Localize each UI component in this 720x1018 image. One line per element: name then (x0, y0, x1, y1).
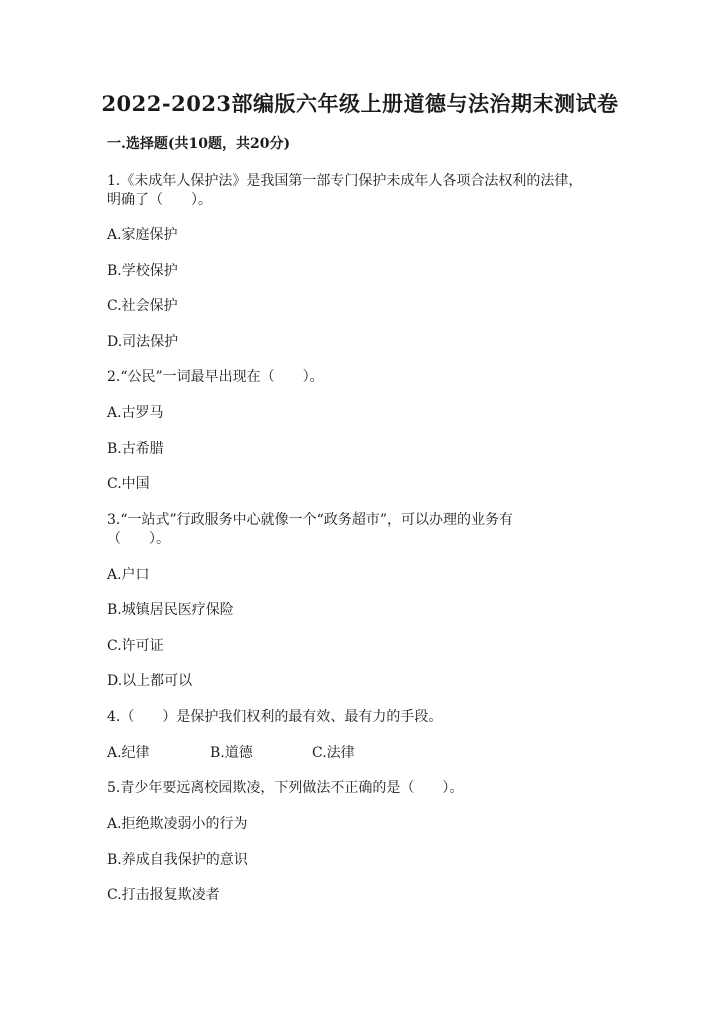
question-1-stem-line-2: 明确了（ ）。 (107, 192, 212, 208)
question-1-option-c: C.社会保护 (107, 298, 178, 314)
question-1-stem-line-1: 1.《未成年人保护法》是我国第一部专门保护未成年人各项合法权利的法律， (107, 173, 583, 189)
question-3-stem-line-1: 3.“一站式”行政服务中心就像一个“政务超市”，可以办理的业务有 (107, 512, 513, 528)
question-4-options-row (107, 742, 355, 762)
question-1-option-a: A.家庭保护 (107, 227, 178, 243)
question-4-stem-line-1: 4.（ ）是保护我们权利的最有效、最有力的手段。 (107, 709, 443, 725)
question-1-option-b: B.学校保护 (107, 263, 178, 279)
question-2-option-c: C.中国 (107, 476, 150, 492)
section-heading: 一.选择题(共10题，共20分) (107, 136, 291, 152)
question-4-option-b: B.道德 (210, 745, 253, 761)
question-2-option-a: A.古罗马 (107, 405, 164, 421)
question-3-option-a: A.户口 (107, 567, 150, 583)
page-title: 2022-2023部编版六年级上册道德与法治期末测试卷 (101, 91, 619, 116)
question-3-option-b: B.城镇居民医疗保险 (107, 602, 234, 618)
question-5-option-b: B.养成自我保护的意识 (107, 852, 248, 868)
question-4-option-a: A.纪律 (107, 745, 150, 761)
question-1-option-d: D.司法保护 (107, 334, 179, 350)
question-3-option-c: C.许可证 (107, 638, 164, 654)
question-2-stem-line-1: 2.“公民”一词最早出现在（ ）。 (107, 369, 324, 385)
question-3-option-d: D.以上都可以 (107, 673, 193, 689)
question-5-option-a: A.拒绝欺凌弱小的行为 (107, 816, 248, 832)
question-2-option-b: B.古希腊 (107, 441, 164, 457)
question-5-option-c: C.打击报复欺凌者 (107, 887, 220, 903)
question-4-option-c: C.法律 (312, 745, 355, 761)
question-5-stem-line-1: 5.青少年要远离校园欺凌，下列做法不正确的是（ ）。 (107, 780, 464, 796)
question-3-stem-line-2: （ ）。 (107, 531, 170, 547)
